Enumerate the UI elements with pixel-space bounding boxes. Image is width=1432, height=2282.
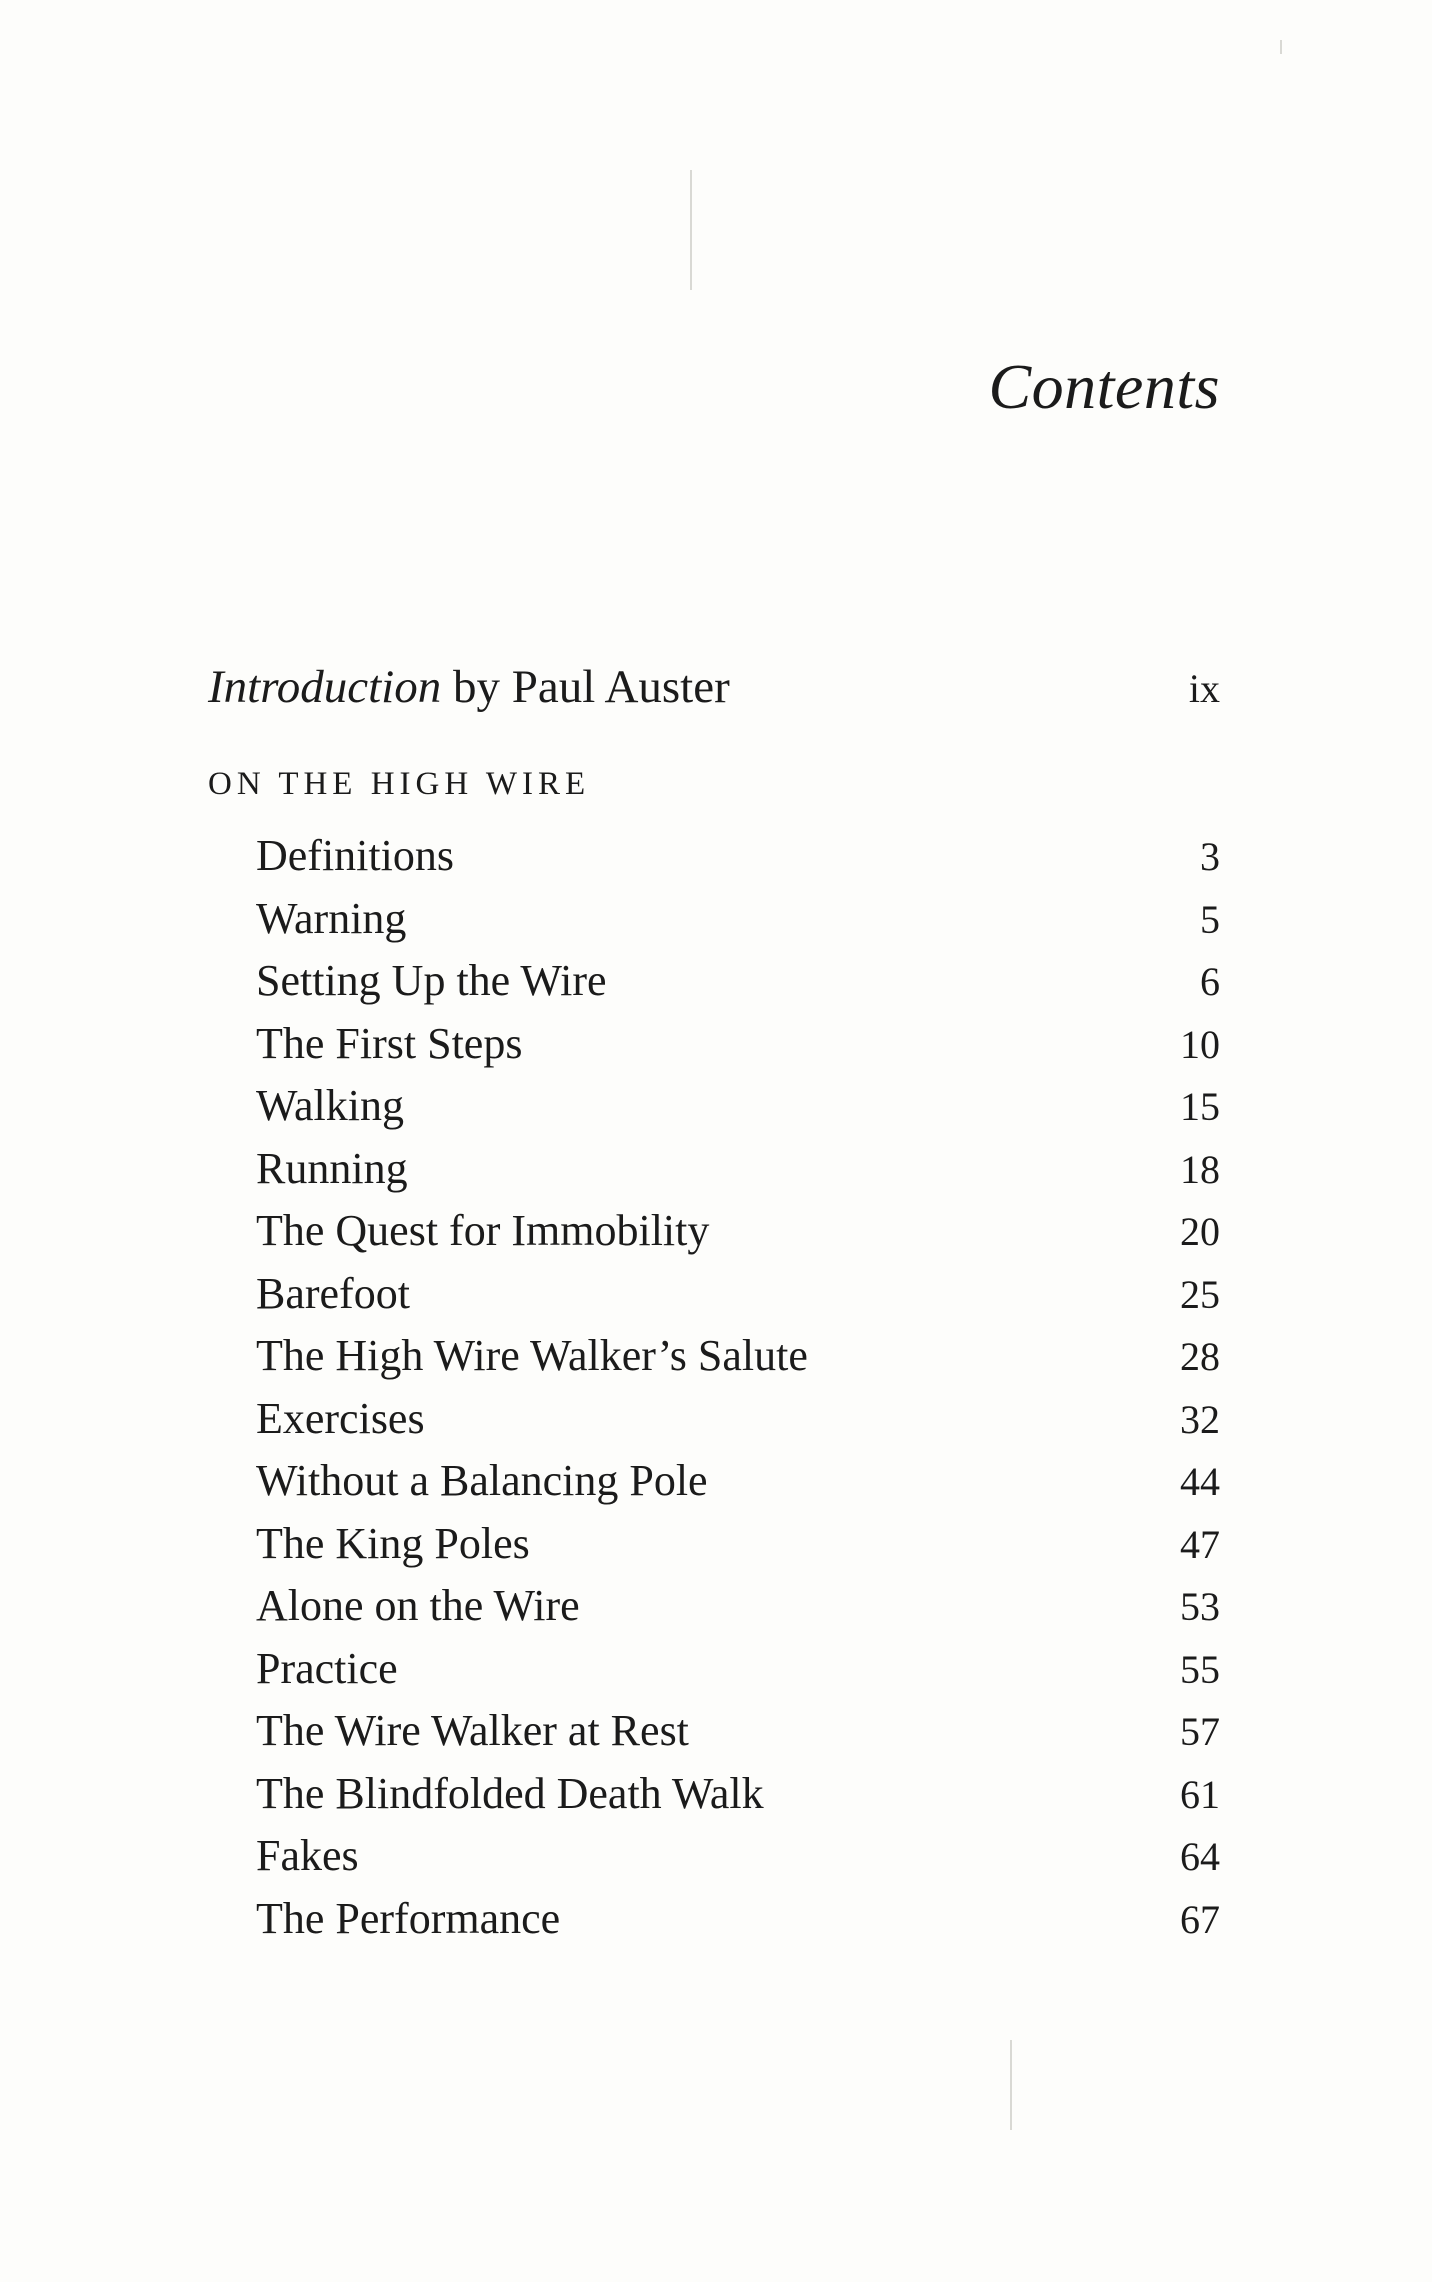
toc-entry[interactable] (256, 1330, 1220, 1393)
entry-title: Running (256, 1143, 408, 1193)
entry-title: The Blindfolded Death Walk (256, 1768, 764, 1818)
page-number: 47 (1180, 1521, 1220, 1567)
toc-entry[interactable] (256, 1393, 1220, 1456)
entry-title: The King Poles (256, 1518, 530, 1568)
page-number: 57 (1180, 1709, 1220, 1754)
entry-title: Barefoot (256, 1268, 410, 1318)
toc-entry[interactable] (256, 1018, 1220, 1081)
page-number: ix (1188, 666, 1220, 711)
scan-mark (1010, 2040, 1012, 2130)
toc-entry[interactable] (256, 1893, 1220, 1956)
page-number: 18 (1180, 1146, 1220, 1192)
toc-entry[interactable] (256, 1580, 1220, 1643)
page-title: Contents (988, 351, 1220, 422)
toc-entry[interactable] (256, 893, 1220, 956)
toc-entry[interactable] (256, 1705, 1220, 1768)
toc-entry[interactable] (256, 1205, 1220, 1268)
entry-title: The Performance (256, 1893, 561, 1943)
introduction-title: Introduction (208, 661, 442, 713)
page-number: 28 (1180, 1334, 1220, 1379)
toc-entry[interactable] (256, 1143, 1220, 1206)
page-number: 61 (1180, 1771, 1220, 1817)
page-number: 64 (1180, 1834, 1220, 1879)
page-number: 55 (1180, 1646, 1220, 1692)
toc-entry[interactable] (256, 1518, 1220, 1581)
toc-entry[interactable] (256, 1080, 1220, 1143)
entry-title: The Quest for Immobility (256, 1206, 710, 1255)
entry-title: The Wire Walker at Rest (256, 1706, 689, 1755)
page-number: 20 (1180, 1209, 1220, 1254)
page-number: 53 (1180, 1584, 1220, 1629)
page-number: 32 (1180, 1396, 1220, 1442)
entry-title: Setting Up the Wire (256, 956, 607, 1005)
toc-entry-introduction[interactable] (208, 660, 1220, 720)
entry-title: Practice (256, 1643, 398, 1693)
entry-title: Fakes (256, 1831, 359, 1880)
entry-title (208, 660, 730, 714)
page-number: 67 (1180, 1896, 1220, 1942)
page-number: 15 (1180, 1084, 1220, 1129)
toc-entry[interactable] (256, 1455, 1220, 1518)
entry-title: Walking (256, 1081, 404, 1130)
toc-entry[interactable] (256, 955, 1220, 1018)
page-number: 10 (1180, 1021, 1220, 1067)
entry-title: Alone on the Wire (256, 1581, 580, 1630)
entry-title: Definitions (256, 831, 454, 880)
toc-entry[interactable] (256, 830, 1220, 893)
entry-title: The High Wire Walker’s Salute (256, 1331, 808, 1380)
page-number: 5 (1200, 896, 1220, 942)
entry-title: Exercises (256, 1393, 425, 1443)
toc-entry[interactable] (256, 1268, 1220, 1331)
entry-title: Warning (256, 893, 407, 943)
introduction-author: by Paul Auster (452, 661, 730, 713)
scan-mark (690, 170, 692, 290)
scan-mark (1280, 40, 1282, 54)
toc-entry[interactable] (256, 1830, 1220, 1893)
section-heading: ON THE HIGH WIRE (208, 766, 591, 802)
toc-list (256, 830, 1220, 1955)
page-number: 6 (1200, 959, 1220, 1004)
page-number: 44 (1180, 1459, 1220, 1504)
toc-entry[interactable] (256, 1768, 1220, 1831)
entry-title: The First Steps (256, 1018, 523, 1068)
page-number: 3 (1200, 834, 1220, 879)
toc-entry[interactable] (256, 1643, 1220, 1706)
entry-title: Without a Balancing Pole (256, 1456, 708, 1505)
page-number: 25 (1180, 1271, 1220, 1317)
